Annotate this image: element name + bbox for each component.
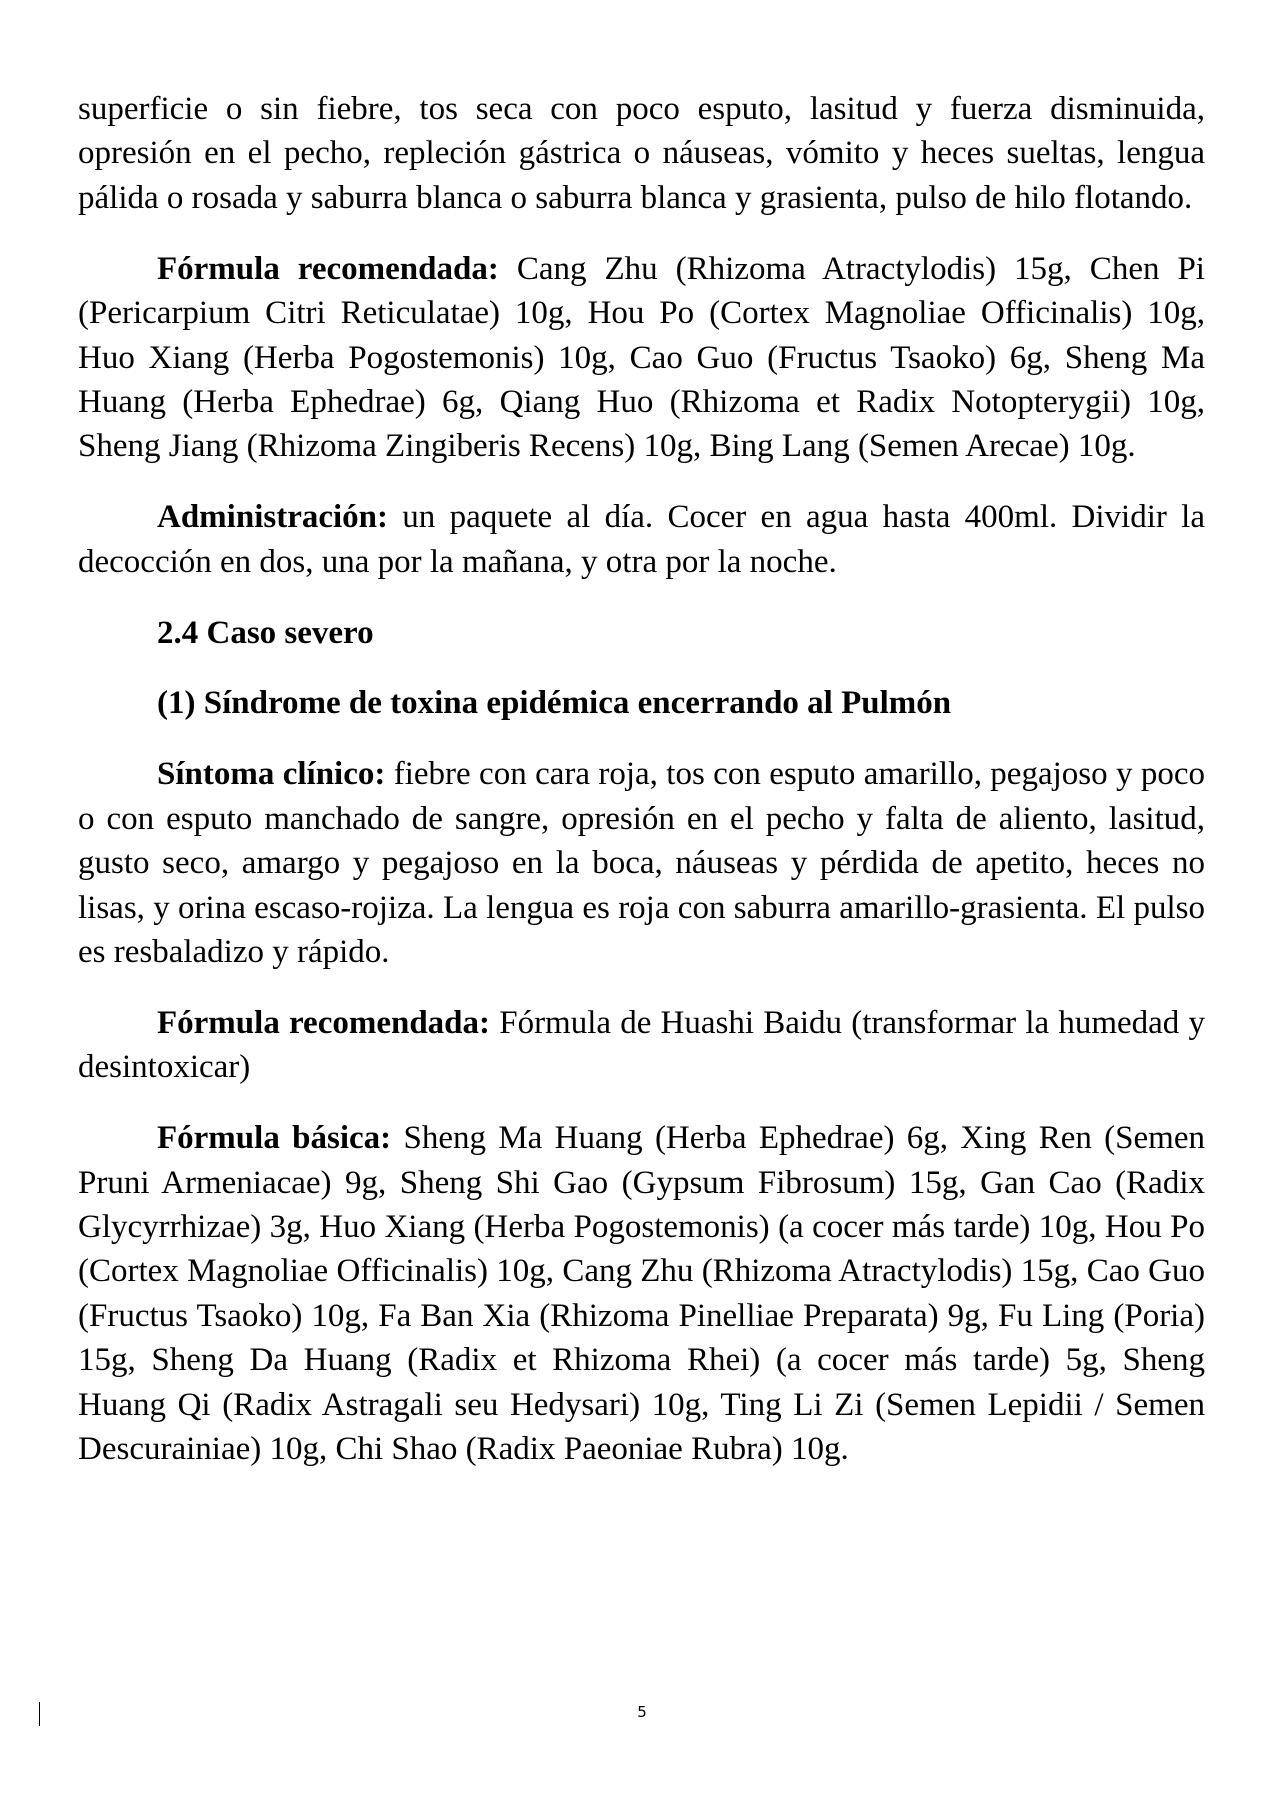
- paragraph-clinical-symptoms: [78, 752, 1205, 974]
- paragraph-label: Síntoma clínico:: [157, 756, 386, 793]
- document-body: [78, 87, 1205, 1471]
- paragraph-label: Administración:: [157, 499, 388, 536]
- paragraph-recommended-formula: [78, 247, 1205, 469]
- paragraph-recommended-formula-severe: [78, 1001, 1205, 1090]
- paragraph-text: Fórmula de Huashi Baidu (transformar la humedad y desintoxicar): [78, 1004, 1205, 1086]
- paragraph-administration: [78, 495, 1205, 584]
- paragraph-symptoms-continued: [78, 87, 1205, 220]
- paragraph-text: Sheng Ma Huang (Herba Ephedrae) 6g, Xing Ren (Semen Pruni Armeniacae) 9g, Sheng Shi Gao (Gypsum Fibrosum) 15g, Gan Cao (Radix Glycyrrhizae) 3g, Huo Xiang (Herba Pogostemonis) (a cocer más tarde) 10g, Hou Po (Cortex Magnoliae Officinalis) 10g, Cang Zhu (Rhizoma Atractylodis) 15g, Cao Guo (Fructus Tsaoko) 10g, Fa Ban Xia (Rhizoma Pinelliae Preparata) 9g, Fu Ling (Poria) 15g, Sheng Da Huang (Radix et Rhizoma Rhei) (a cocer más tarde) 5g, Sheng Huang Qi (Radix Astragali seu Hedysari) 10g, Ting Li Zi (Semen Lepidii / Semen Descurainiae) 10g, Chi Shao (Radix Paeoniae Rubra) 10g.: [78, 1120, 1205, 1468]
- margin-bar: [39, 1702, 40, 1726]
- page-number: 5: [637, 1703, 647, 1721]
- paragraph-label: Fórmula recomendada:: [157, 1004, 491, 1041]
- paragraph-text: superficie o sin fiebre, tos seca con poco esputo, lasitud y fuerza disminuida, opresión en el pecho, repleción gástrica o náuseas, vómito y heces sueltas, lengua pálida o rosada y saburra blanca o saburra blanca y grasienta, pulso de hilo flotando.: [78, 91, 1205, 216]
- paragraph-text: fiebre con cara roja, tos con esputo amarillo, pegajoso y poco o con esputo manchado de sangre, opresión en el pecho y falta de aliento, lasitud, gusto seco, amargo y pegajoso en la boca, náuseas y pérdida de apetito, heces no lisas, y orina escaso-rojiza. La lengua es roja con saburra amarillo-grasienta. El pulso es resbaladizo y rápido.: [78, 756, 1206, 970]
- paragraph-label: Fórmula recomendada:: [157, 250, 499, 287]
- section-heading: 2.4 Caso severo: [157, 614, 374, 651]
- paragraph-basic-formula: [78, 1116, 1205, 1471]
- paragraph-label: Fórmula básica:: [157, 1120, 392, 1157]
- paragraph-text: un paquete al día. Cocer en agua hasta 400ml. Dividir la decocción en dos, una por la mañana, y otra por la noche.: [78, 499, 1205, 580]
- subsection-heading: (1) Síndrome de toxina epidémica encerrando al Pulmón: [157, 685, 952, 722]
- paragraph-text: Cang Zhu (Rhizoma Atractylodis) 15g, Chen Pi (Pericarpium Citri Reticulatae) 10g, Hou Po (Cortex Magnoliae Officinalis) 10g, Huo Xiang (Herba Pogostemonis) 10g, Cao Guo (Fructus Tsaoko) 6g, Sheng Ma Huang (Herba Ephedrae) 6g, Qiang Huo (Rhizoma et Radix Notopterygii) 10g, Sheng Jiang (Rhizoma Zingiberis Recens) 10g, Bing Lang (Semen Arecae) 10g.: [78, 250, 1205, 465]
